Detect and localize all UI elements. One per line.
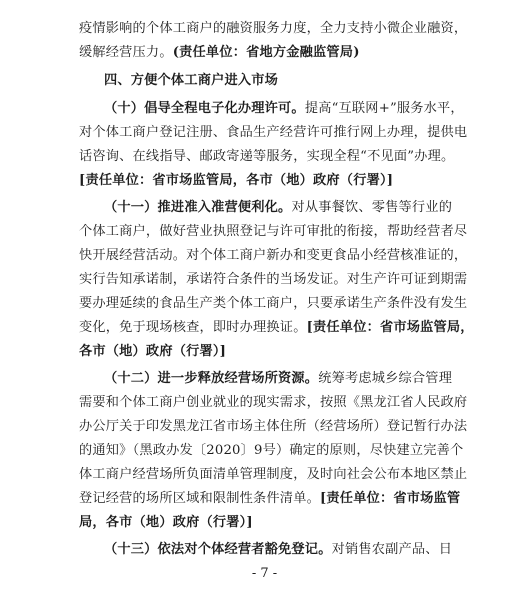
paragraph-line: 需要和个体工商户创业就业的现实需求，按照《黑龙江省人民政府 [79, 395, 468, 410]
paragraph-line: 的通知》（黑政办发〔2020〕9号）确定的原则，尽快建立完善个 [79, 443, 464, 458]
paragraph-line: 疫情影响的个体工商户的融资服务力度，全力支持小微企业融资， [79, 21, 468, 36]
paragraph-line [79, 44, 529, 62]
paragraph-line: 实行告知承诺制，承诺符合条件的当场发证。对生产许可证到期需 [79, 272, 468, 287]
page-number: - 7 - [251, 566, 278, 581]
paragraph-text: 统筹考虑城乡综合管理 [318, 371, 453, 386]
paragraph-line [104, 199, 529, 217]
paragraph-line: 办公厅关于印发黑龙江省市场主体住所（经营场所）登记暂行办法 [79, 419, 468, 434]
item-title: （十）倡导全程电子化办理许可。 [104, 101, 305, 116]
paragraph-line: 个体工商户，做好营业执照登记与许可审批的衔接，帮助经营者尽 [79, 224, 468, 239]
paragraph-text: 登记经营的场所区域和限制性条件清单。 [79, 491, 320, 506]
responsible-unit: 局，各市（地）政府（行署）] [79, 515, 253, 530]
paragraph-text: 提高“互联网+”服务水平， [304, 101, 464, 116]
paragraph-text: 缓解经营压力。 [79, 45, 173, 60]
paragraph-text: 对销售农副产品、日 [331, 542, 453, 557]
paragraph-line: 话咨询、在线指导、邮政寄递等服务，实现全程“不见面”办理。 [79, 149, 455, 164]
paragraph-line: 快开展经营活动。对个体工商户新办和变更食品小经营核准证的， [79, 248, 468, 263]
responsible-unit: 各市（地）政府（行署）] [79, 344, 227, 359]
responsible-unit: [责任单位：省市场监管局，各市（地）政府（行署）] [79, 173, 394, 188]
responsible-unit: [责任单位：省市场监管局， [306, 320, 474, 335]
paragraph-text: 对从事餐饮、零售等行业的 [291, 200, 453, 215]
paragraph-line [79, 490, 529, 508]
paragraph-line [79, 514, 529, 532]
section-heading: 四、方便个体工商户进入市场 [104, 73, 279, 88]
paragraph-line: 要办理延续的食品生产类个体工商户，只要承诺生产条件没有发生 [79, 296, 468, 311]
item-title: （十三）依法对个体经营者豁免登记。 [104, 542, 332, 557]
paragraph-line [104, 370, 529, 388]
paragraph-line [79, 319, 529, 337]
item-title: （十一）推进准入准营便利化。 [104, 200, 292, 215]
responsible-unit: [责任单位：省市场监管 [319, 491, 461, 506]
item-title: （十二）进一步释放经营场所资源。 [104, 371, 319, 386]
paragraph-line [104, 541, 529, 559]
responsible-unit: (责任单位：省地方金融监管局) [172, 45, 360, 60]
paragraph-line [104, 100, 529, 118]
paragraph-text: 变化，免于现场核查，即时办理换证。 [79, 320, 307, 335]
paragraph-line: 体工商户经营场所负面清单管理制度，及时向社会公布本地区禁止 [79, 467, 468, 482]
paragraph-line: 对个体工商户登记注册、食品生产经营许可推行网上办理，提供电 [79, 125, 468, 140]
